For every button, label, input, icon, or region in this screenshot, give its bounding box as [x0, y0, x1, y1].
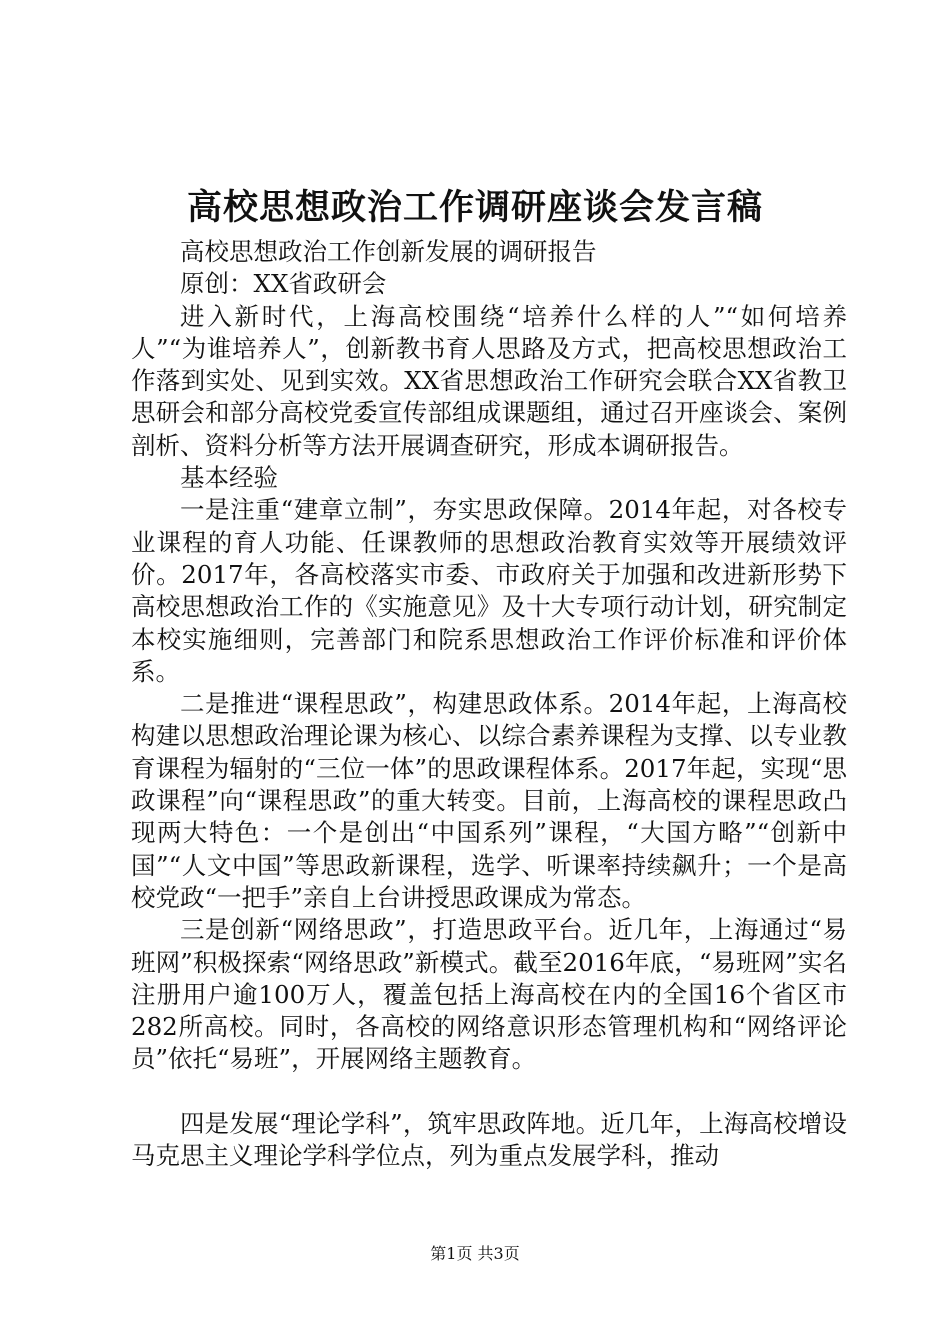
document-body — [131, 236, 847, 1172]
point-1-paragraph: 一是注重“建章立制”，夯实思政保障。2014年起，对各校专业课程的育人功能、任课教师的思想政治教育实效等开展绩效评价。2017年，各高校落实市委、市政府关于加强和改进新形势下高校思想政治工作的《实施意见》及十大专项行动计划，研究制定本校实施细则，完善部门和院系思想政治工作评价标准和评价体系。 — [131, 495, 847, 686]
report-subtitle: 高校思想政治工作创新发展的调研报告 — [180, 237, 597, 266]
document-title: 高校思想政治工作调研座谈会发言稿 — [186, 187, 763, 228]
intro-paragraph: 进入新时代，上海高校围绕“培养什么样的人”“如何培养人”“为谁培养人”，创新教书育人思路及方式，把高校思想政治工作落到实处、见到实效。XX省思想政治工作研究会联合XX省教卫思研会和部分高校党委宣传部组成课题组，通过召开座谈会、案例剖析、资料分析等方法开展调查研究，形成本调研报告。 — [131, 301, 847, 460]
section-heading: 基本经验 — [180, 463, 278, 493]
point-3-paragraph: 三是创新“网络思政”，打造思政平台。近几年，上海通过“易班网”积极探索“网络思政”新模式。截至2016年底，“易班网”实名注册用户逾100万人，覆盖包括上海高校在内的全国16个省区市282所高校。同时，各高校的网络意识形态管理机构和“网络评论员”依托“易班”，开展网络主题教育。 — [131, 915, 847, 1074]
point-4-paragraph: 四是发展“理论学科”，筑牢思政阵地。近几年，上海高校增设马克思主义理论学科学位点，列为重点发展学科，推动 — [131, 1108, 847, 1171]
point-2-paragraph: 二是推进“课程思政”，构建思政体系。2014年起，上海高校构建以思想政治理论课为核心、以综合素养课程为支撑、以专业教育课程为辐射的“三位一体”的思政课程体系。2017年起，实现“思政课程”向“课程思政”的重大转变。目前，上海高校的课程思政凸现两大特色：一个是创出“中国系列”课程，“大国方略”“创新中国”“人文中国”等思政新课程，选学、听课率持续飙升；一个是高校党政“一把手”亲自上台讲授思政课成为常态。 — [131, 689, 847, 912]
page-footer: 第1页 共3页 — [430, 1244, 520, 1263]
byline: 原创：XX省政研会 — [180, 269, 387, 299]
